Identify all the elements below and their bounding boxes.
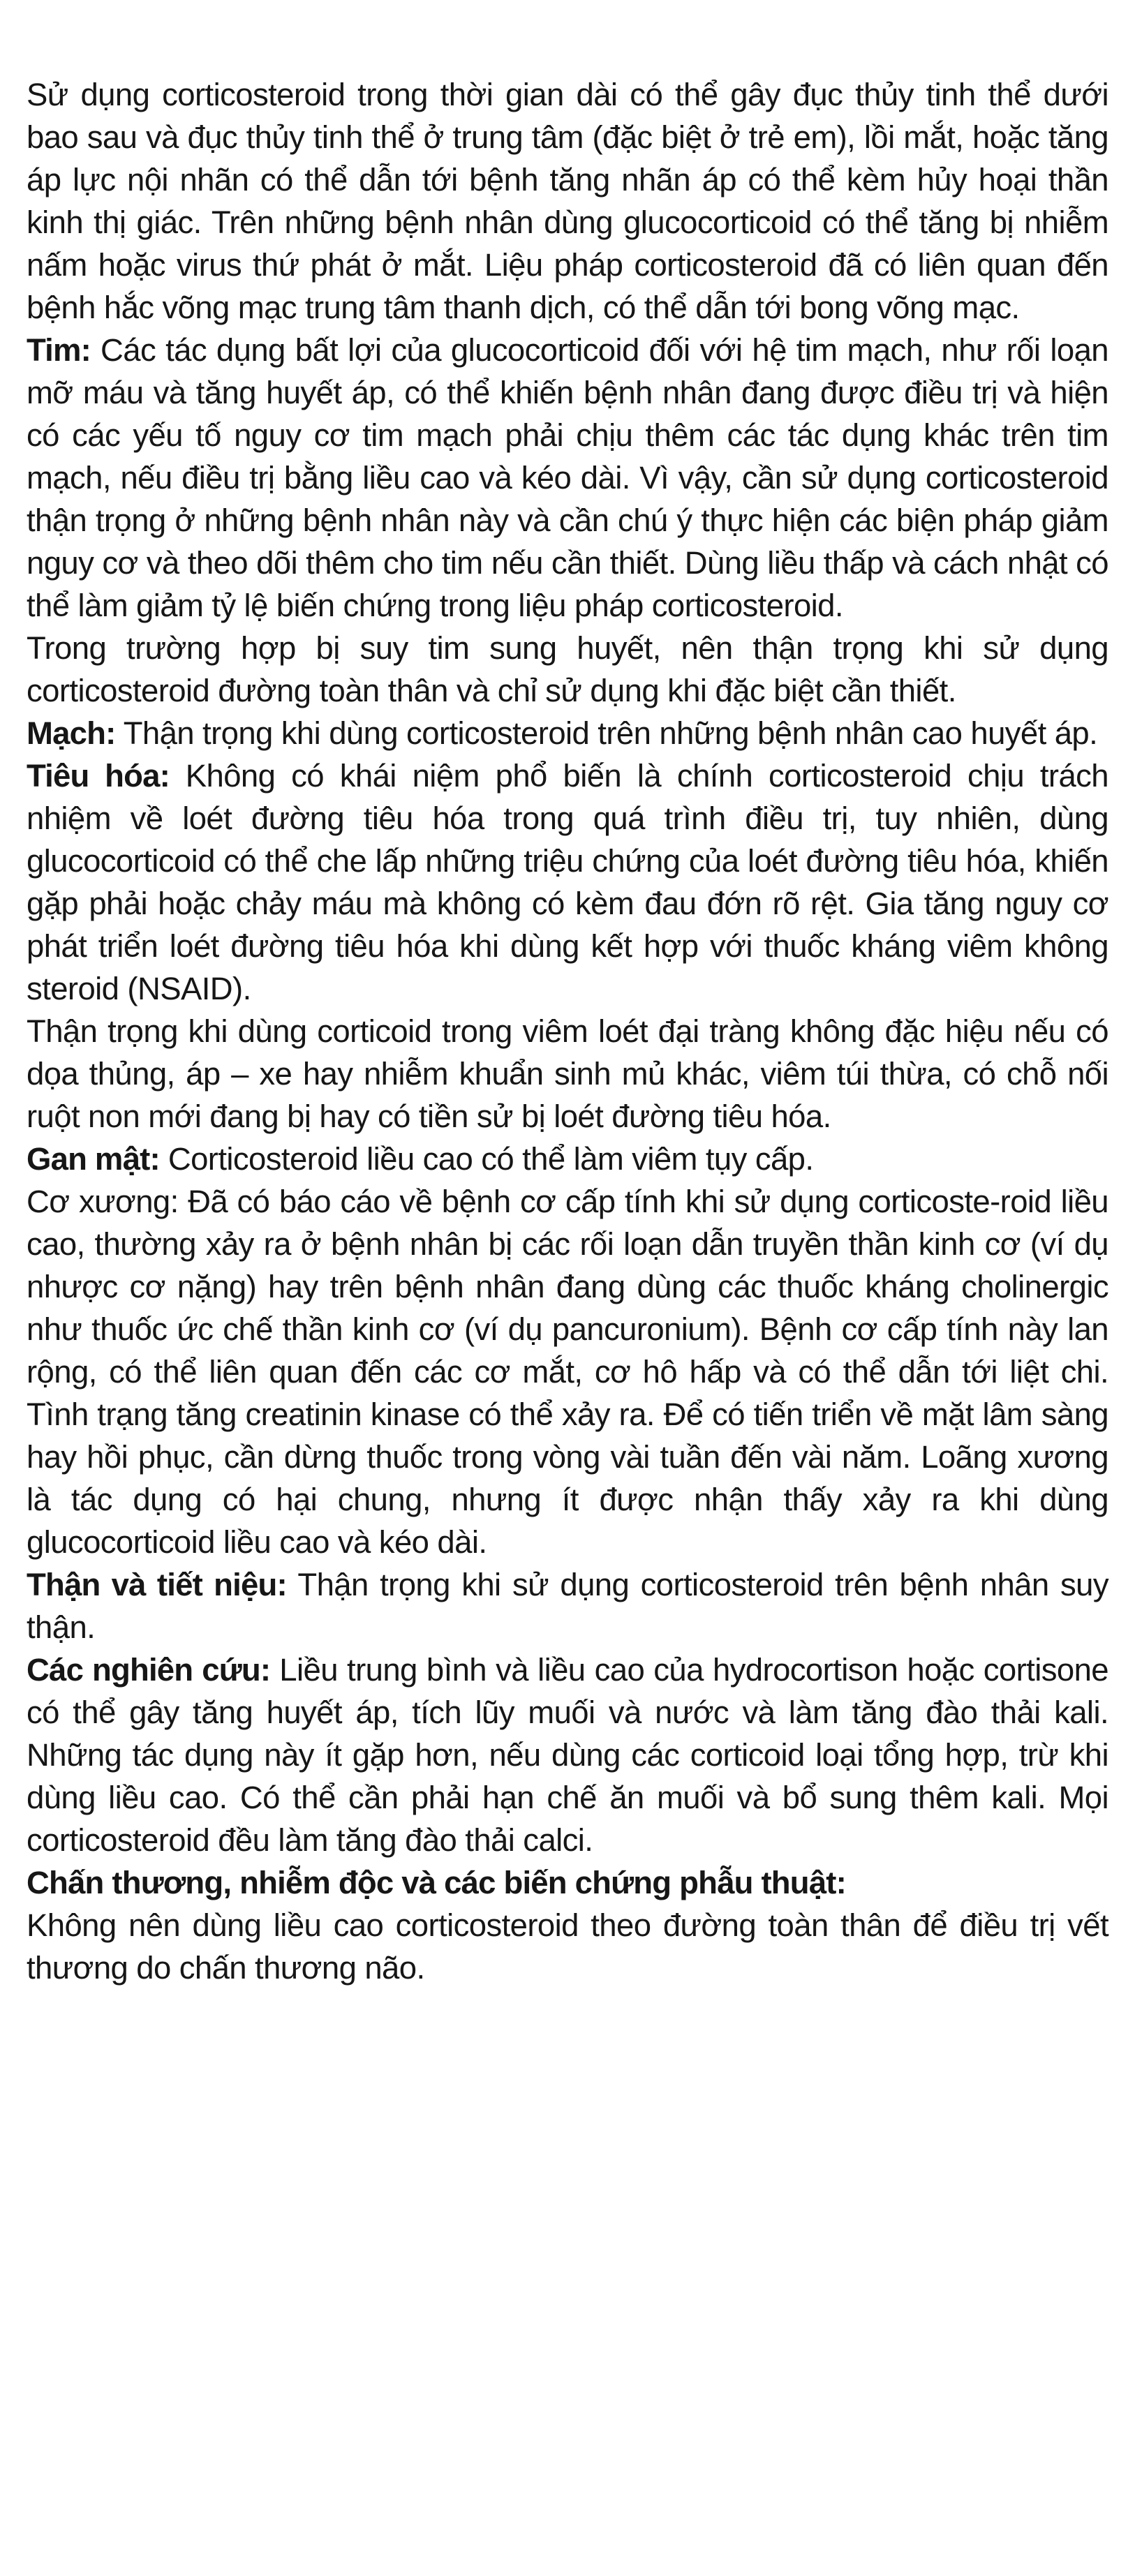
document-body (27, 73, 1108, 1989)
paragraph-vascular (27, 712, 1108, 754)
paragraph-digestive (27, 754, 1108, 1010)
paragraph-heart-failure (27, 627, 1108, 712)
paragraph-injury-heading (27, 1861, 1108, 1904)
paragraph-heading: Mạch: (27, 715, 116, 751)
paragraph-studies (27, 1648, 1108, 1861)
paragraph-text: Trong trường hợp bị suy tim sung huyết, nên thận trọng khi sử dụng corticosteroid đường toàn thân và chỉ sử dụng khi đặc biệt cần thiết. (27, 630, 1108, 708)
paragraph-text: Corticosteroid liều cao có thể làm viêm tụy cấp. (159, 1141, 814, 1177)
paragraph-text: Không có khái niệm phổ biến là chính corticosteroid chịu trách nhiệm về loét đường tiêu hóa trong quá trình điều trị, tuy nhiên, dùng glucocorticoid có thể che lấp những triệu chứng của loét đường tiêu hóa, khiến gặp phải hoặc chảy máu mà không có kèm đau đớn rõ rệt. Gia tăng nguy cơ phát triển loét đường tiêu hóa khi dùng kết hợp với thuốc kháng viêm không steroid (NSAID). (27, 758, 1108, 1006)
paragraph-heading: Tiêu hóa: (27, 758, 170, 794)
paragraph-text: Cơ xương: Đã có báo cáo về bệnh cơ cấp tính khi sử dụng corticoste-roid liều cao, thường xảy ra ở bệnh nhân bị các rối loạn dẫn truyền thần kinh cơ (ví dụ nhược cơ nặng) hay trên bệnh nhân đang dùng các thuốc kháng cholinergic như thuốc ức chế thần kinh cơ (ví dụ pancuronium). Bệnh cơ cấp tính này lan rộng, có thể liên quan đến các cơ mắt, cơ hô hấp và có thể dẫn tới liệt chi. Tình trạng tăng creatinin kinase có thể xảy ra. Để có tiến triển về mặt lâm sàng hay hồi phục, cần dừng thuốc trong vòng vài tuần đến vài năm. Loãng xương là tác dụng có hại chung, nhưng ít được nhận thấy xảy ra khi dùng glucocorticoid liều cao và kéo dài. (27, 1184, 1108, 1560)
paragraph-heading: Thận và tiết niệu: (27, 1567, 287, 1602)
paragraph-text: Thận trọng khi sử dụng corticosteroid trên bệnh nhân suy thận. (27, 1567, 1108, 1645)
paragraph-text: Liều trung bình và liều cao của hydrocortison hoặc cortisone có thể gây tăng huyết áp, tích lũy muối và nước và làm tăng đào thải kali. Những tác dụng này ít gặp hơn, nếu dùng các corticoid loại tổng hợp, trừ khi dùng liều cao. Có thể cần phải hạn chế ăn muối và bổ sung thêm kali. Mọi corticosteroid đều làm tăng đào thải calci. (27, 1652, 1108, 1858)
paragraph-heading: Các nghiên cứu: (27, 1652, 271, 1688)
paragraph-text: Sử dụng corticosteroid trong thời gian dài có thể gây đục thủy tinh thể dưới bao sau và đục thủy tinh thể ở trung tâm (đặc biệt ở trẻ em), lồi mắt, hoặc tăng áp lực nội nhãn có thể dẫn tới bệnh tăng nhãn áp có thể kèm hủy hoại thần kinh thị giác. Trên những bệnh nhân dùng glucocorticoid có thể tăng bị nhiễm nấm hoặc virus thứ phát ở mắt. Liệu pháp corticosteroid đã có liên quan đến bệnh hắc võng mạc trung tâm thanh dịch, có thể dẫn tới bong võng mạc. (27, 77, 1108, 325)
paragraph-text: Các tác dụng bất lợi của glucocorticoid đối với hệ tim mạch, như rối loạn mỡ máu và tăng huyết áp, có thể khiến bệnh nhân đang được điều trị và hiện có các yếu tố nguy cơ tim mạch phải chịu thêm các tác dụng khác trên tim mạch, nếu điều trị bằng liều cao và kéo dài. Vì vậy, cần sử dụng corticosteroid thận trọng ở những bệnh nhân này và cần chú ý thực hiện các biện pháp giảm nguy cơ và theo dõi thêm cho tim nếu cần thiết. Dùng liều thấp và cách nhật có thể làm giảm tỷ lệ biến chứng trong liệu pháp corticosteroid. (27, 332, 1108, 623)
paragraph-liver (27, 1138, 1108, 1180)
paragraph-text: Không nên dùng liều cao corticosteroid theo đường toàn thân để điều trị vết thương do chấn thương não. (27, 1907, 1108, 1986)
paragraph-text: Thận trọng khi dùng corticosteroid trên những bệnh nhân cao huyết áp. (115, 715, 1098, 751)
paragraph-brain-injury (27, 1904, 1108, 1989)
paragraph-eye-effects (27, 73, 1108, 329)
paragraph-text: Thận trọng khi dùng corticoid trong viêm loét đại tràng không đặc hiệu nếu có dọa thủng, áp – xe hay nhiễm khuẩn sinh mủ khác, viêm túi thừa, có chỗ nối ruột non mới đang bị hay có tiền sử bị loét đường tiêu hóa. (27, 1013, 1108, 1134)
paragraph-heading: Gan mật: (27, 1141, 160, 1177)
paragraph-musculoskeletal (27, 1180, 1108, 1563)
paragraph-heading: Chấn thương, nhiễm độc và các biến chứng phẫu thuật: (27, 1865, 846, 1900)
paragraph-heading: Tim: (27, 332, 91, 368)
paragraph-colitis (27, 1010, 1108, 1138)
paragraph-renal (27, 1563, 1108, 1648)
paragraph-heart (27, 329, 1108, 627)
